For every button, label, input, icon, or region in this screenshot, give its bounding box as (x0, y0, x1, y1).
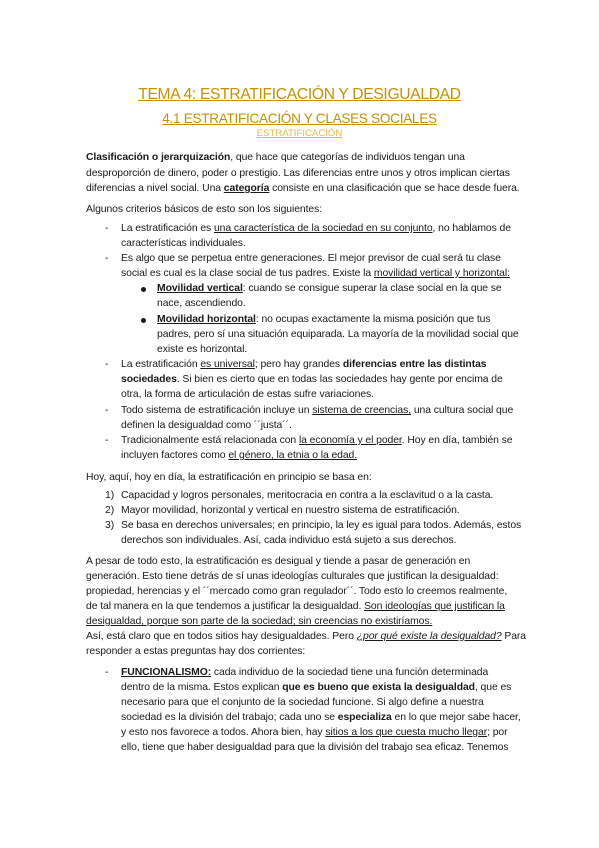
sub-list-item: Movilidad vertical: cuando se consigue superar la clase social en la que se (157, 283, 502, 294)
sub-list-item-line: existe es horizontal. (157, 344, 248, 355)
sub-list-item-line: padres, pero sí una situación equiparada. La mayoría de la movilidad social que (157, 329, 519, 340)
list-item: La estratificación es universal; pero hay grandes diferencias entre las distintas (121, 359, 487, 370)
list-item-line: y esto nos favorece a todos. Ahora bien, hay sitios a los que cuesta mucho llegar; por (121, 727, 508, 738)
list-item: Tradicionalmente está relacionada con la economía y el poder. Hoy en día, también se (121, 435, 513, 446)
numbered-item: Se basa en derechos universales; en principio, la ley es igual para todos. Además, estos (121, 520, 522, 531)
sub-list-item: Movilidad horizontal: no ocupas exactamente la misma posición que tus (157, 314, 491, 325)
dash-bullet: - (105, 667, 109, 678)
paragraph-line: Clasificación o jerarquización, que hace que categorías de individuos tengan una (86, 152, 465, 163)
list-item-line: sociedades. Si bien es cierto que en todas las sociedades hay gente por encima de (121, 374, 503, 385)
list-item-line: definen la desigualdad como ´´justa´´. (121, 420, 292, 431)
paragraph-line: desigualdad, porque son parte de la sociedad; sin creencias no existiríamos. (86, 616, 433, 627)
list-item-line: dentro de la misma. Estos explican que es bueno que exista la desigualdad, que es (121, 682, 512, 693)
dash-bullet: - (105, 435, 109, 446)
numbered-item-line: derechos son individuales. Así, cada individuo está sujeto a sus derechos. (121, 535, 457, 546)
paragraph-line: Algunos criterios básicos de esto son los siguientes: (86, 204, 323, 215)
list-item: Todo sistema de estratificación incluye un sistema de creencias, una cultura social que (121, 405, 514, 416)
list-item-line: otra, la forma de articulación de estas sufre variaciones. (121, 389, 374, 400)
list-number: 2) (105, 505, 115, 516)
list-item: La estratificación es una característica de la sociedad en su conjunto, no hablamos de (121, 223, 511, 234)
list-item: FUNCIONALISMO: cada individuo de la sociedad tiene una función determinada (121, 667, 489, 678)
list-number: 1) (105, 490, 115, 501)
dash-bullet: - (105, 359, 109, 370)
page-title: TEMA 4: ESTRATIFICACIÓN Y DESIGUALDAD (138, 86, 461, 103)
paragraph-line: responder a estas preguntas hay dos corrientes: (86, 646, 306, 657)
subsection-heading: ESTRATIFICACIÓN (256, 128, 343, 139)
list-item: Es algo que se perpetua entre generaciones. El mejor previsor de cual será tu clase (121, 253, 501, 264)
numbered-item: Mayor movilidad, horizontal y vertical en nuestro sistema de estratificación. (121, 505, 460, 516)
paragraph-line: propiedad, herencias y el ´´mercado como gran regulador´´. Todo esto lo creemos realmente, (86, 586, 508, 597)
dot-bullet (141, 318, 146, 323)
dash-bullet: - (105, 253, 109, 264)
list-item-line: ello, tiene que haber desigualdad para que la división del trabajo sea eficaz. Tenemos (121, 742, 509, 753)
sub-list-item-line: nace, ascendiendo. (157, 298, 246, 309)
dash-bullet: - (105, 223, 109, 234)
paragraph-line: A pesar de todo esto, la estratificación es desigual y tiende a pasar de generación en (86, 556, 471, 567)
paragraph-line: generación. Esto tiene detrás de sí unas ideologías culturales que justifican la desigualdad: (86, 571, 499, 582)
dot-bullet (141, 287, 146, 292)
paragraph-line: Así, está claro que en todos sitios hay desigualdades. Pero ¿por qué existe la desigualdad? Para (86, 631, 526, 642)
list-item-line: incluyen factores como el género, la etnia o la edad. (121, 450, 358, 461)
section-subtitle: 4.1 ESTRATIFICACIÓN Y CLASES SOCIALES (162, 111, 437, 126)
paragraph-line: diferencias a nivel social. Una categoría consiste en una clasificación que se hace desde fuera. (86, 183, 520, 194)
numbered-item: Capacidad y logros personales, meritocracia en contra a la esclavitud o a la casta. (121, 490, 494, 501)
list-item-line: necesario para que el conjunto de la sociedad funcione. Si algo define a nuestra (121, 697, 484, 708)
bold-term: categoría (223, 183, 270, 194)
list-item-line: sociedad es la división del trabajo; cada uno se especializa en lo que mejor sabe hacer, (121, 712, 521, 723)
list-item-line: características individuales. (121, 238, 246, 249)
list-number: 3) (105, 520, 115, 531)
paragraph-line: de tal manera en la que tendemos a justificar la desigualdad. Son ideologías que justifican la (86, 601, 505, 612)
paragraph-line: desproporción de dinero, poder o prestigio. Las diferencias entre unos y otros implican ciertas (86, 168, 510, 179)
paragraph-line: Hoy, aquí, hoy en día, la estratificación en principio se basa en: (86, 472, 372, 483)
dash-bullet: - (105, 405, 109, 416)
list-item-line: social es cual es la clase social de tus padres. Existe la movilidad vertical y horizontal: (121, 268, 510, 279)
bold-term: Clasificación o jerarquización (86, 152, 231, 163)
